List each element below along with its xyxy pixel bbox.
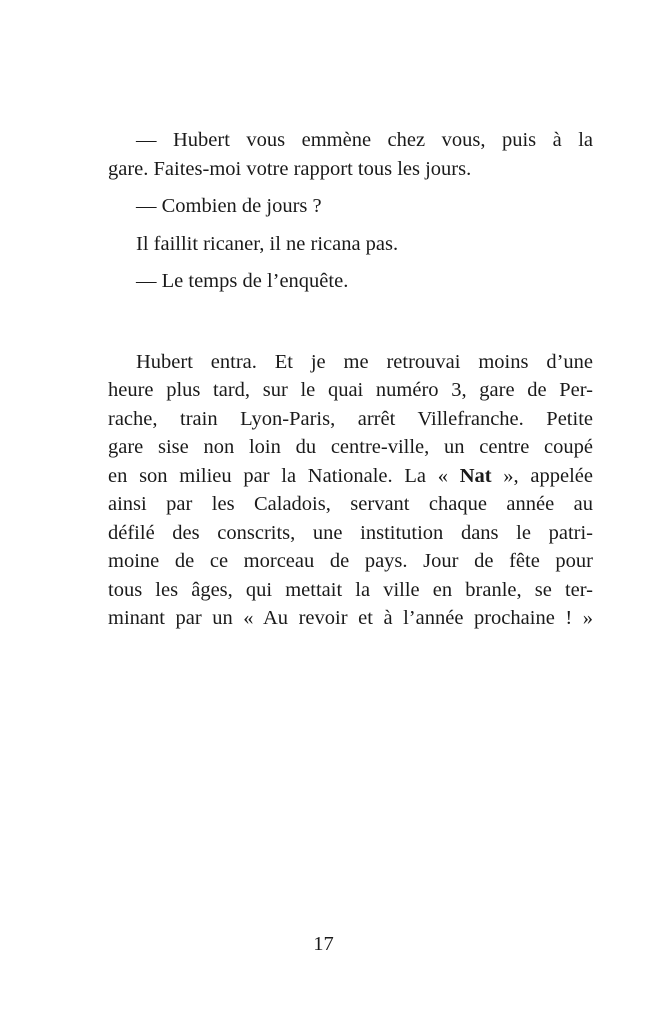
text-line-with-bold [108, 462, 593, 491]
text-line: — Hubert vous emmène chez vous, puis à la [136, 129, 593, 151]
text-line: heure plus tard, sur le quai numéro 3, gare de Per- [108, 379, 593, 401]
text-fragment: en son milieu par la Nationale. La « [108, 464, 460, 487]
text-line: tous les âges, qui mettait la ville en branle, se ter- [108, 578, 593, 601]
text-line: rache, train Lyon-Paris, arrêt Villefranche. Petite [108, 407, 593, 430]
text-line: — Combien de jours ? [136, 195, 322, 217]
dialogue-line [108, 126, 593, 183]
text-line: — Le temps de l’enquête. [136, 270, 349, 292]
narration-line [108, 230, 593, 259]
text-line: Hubert entra. Et je me retrouvai moins d’une [136, 350, 593, 373]
text-line: gare sise non loin du centre-ville, un centre coupé [108, 436, 593, 458]
text-fragment: », appelée [491, 464, 593, 487]
text-line: Il faillit ricaner, il ne ricana pas. [136, 232, 399, 255]
text-line: moine de ce morceau de pays. Jour de fête pour [108, 550, 593, 572]
text-line: défilé des conscrits, une institution dans le patri- [108, 521, 593, 544]
narrative-paragraph [108, 348, 593, 633]
text-line: ainsi par les Caladois, servant chaque année au [108, 493, 593, 515]
page-number: 17 [313, 933, 334, 955]
dialogue-line [108, 267, 593, 296]
dialogue-line [108, 192, 593, 221]
text-line: minant par un « Au revoir et à l’année prochaine ! » [108, 607, 593, 629]
page-body [108, 126, 593, 633]
text-line: gare. Faites-moi votre rapport tous les jours. [108, 157, 472, 180]
section-gap [108, 305, 593, 348]
bold-term: Nat [459, 464, 492, 487]
